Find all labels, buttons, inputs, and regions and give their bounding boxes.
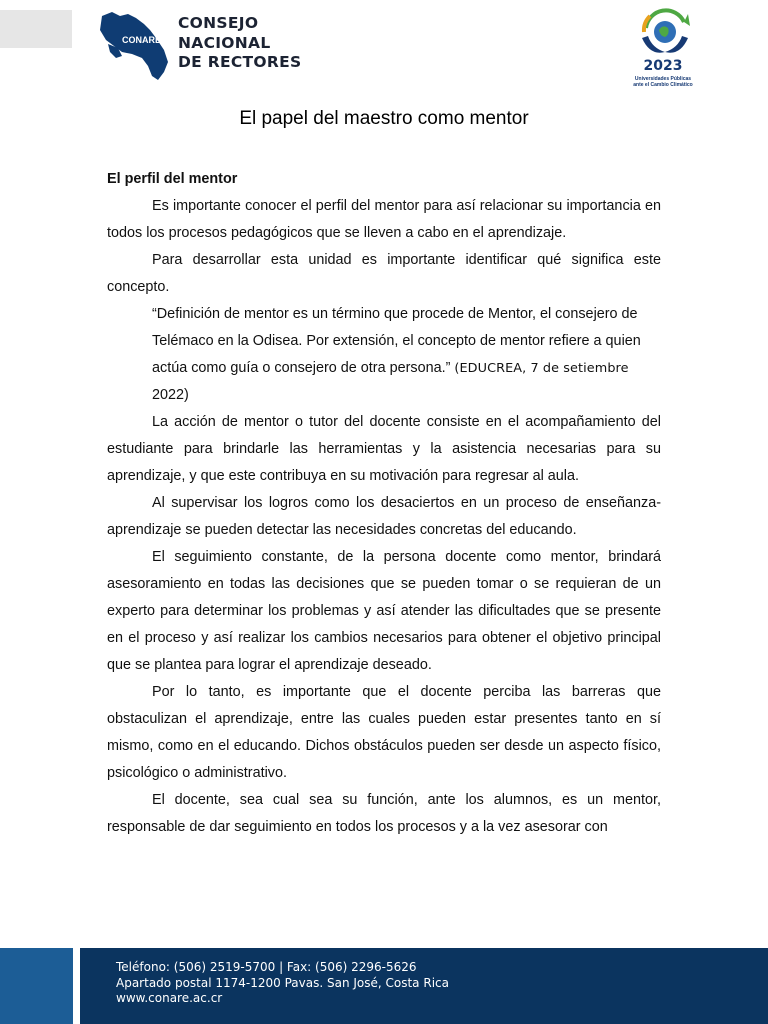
- logo-subtitle-2: ante el Cambio Climático: [633, 82, 693, 88]
- page-tab-marker: [0, 10, 72, 48]
- paragraph-4: Al supervisar los logros como los desaciertos en un proceso de enseñanza-aprendizaje se pueden detectar las necesidades concretas del educando.: [107, 495, 661, 538]
- costa-rica-map-icon: [98, 10, 174, 85]
- logo-subtitle-1: Universidades Públicas: [634, 76, 692, 82]
- paragraph-1: Es importante conocer el perfil del mentor para así relacionar su importancia en todos los procesos pedagógicos que se lleven a cabo en el aprendizaje.: [107, 198, 661, 241]
- paragraph-6: Por lo tanto, es importante que el docente perciba las barreras que obstaculizan el aprendizaje, entre las cuales pueden estar presentes tanto en sí mismo, como en el educando. Dichos obstáculos pueden ser desde un aspecto físico, psicológico o administrativo.: [107, 684, 661, 781]
- section-heading: El perfil del mentor: [107, 171, 238, 187]
- logo-line-1: CONSEJO: [178, 14, 259, 32]
- quote-year: 2022): [152, 387, 189, 403]
- document-body: [107, 166, 661, 841]
- footer-bar: [80, 948, 768, 1024]
- footer-phone: Teléfono: (506) 2519-5700 | Fax: (506) 2296-5626: [116, 960, 417, 974]
- paragraph-2: Para desarrollar esta unidad es importante identificar qué significa este concepto.: [107, 252, 661, 295]
- block-quote: [152, 301, 661, 409]
- paragraph-5: El seguimiento constante, de la persona docente como mentor, brindará asesoramiento en todas las decisiones que se pueden tomar o se requieran de un experto para determinar los problemas y así atender las dificultades que se presente en el proceso y así realizar los cambios necesarios para obtener el objetivo principal que se plantea para lograr el aprendizaje deseado.: [107, 549, 661, 673]
- quote-text: “Definición de mentor es un término que procede de Mentor, el consejero de Telémaco en la Odisea. Por extensión, el concepto de mentor refiere a quien actúa como guía o consejero de otra persona.”: [152, 306, 641, 376]
- quote-citation: (EDUCREA, 7 de setiembre: [454, 361, 629, 376]
- footer-contact: [116, 960, 449, 1007]
- logo-line-3: DE RECTORES: [178, 53, 302, 71]
- logo-line-2: NACIONAL: [178, 33, 271, 52]
- logo-year: 2023: [643, 58, 683, 74]
- document-title: El papel del maestro como mentor: [239, 108, 529, 129]
- logo-wordmark: [178, 14, 302, 73]
- climate-2023-logo: [630, 4, 700, 92]
- conare-logo: [98, 10, 302, 85]
- globe-hands-icon: [632, 4, 698, 60]
- map-label: CONARE: [122, 35, 162, 45]
- footer-website-link[interactable]: www.conare.ac.cr: [116, 991, 223, 1005]
- paragraph-7: El docente, sea cual sea su función, ante los alumnos, es un mentor, responsable de dar seguimiento en todos los procesos y a la vez asesorar con: [107, 792, 661, 835]
- footer-address: Apartado postal 1174-1200 Pavas. San José, Costa Rica: [116, 975, 449, 990]
- footer-accent-block: [0, 948, 73, 1024]
- paragraph-3: La acción de mentor o tutor del docente consiste en el acompañamiento del estudiante para brindarle las herramientas y la asistencia necesarias para su aprendizaje, y que este contribuya en su motivación para regresar al aula.: [107, 414, 661, 484]
